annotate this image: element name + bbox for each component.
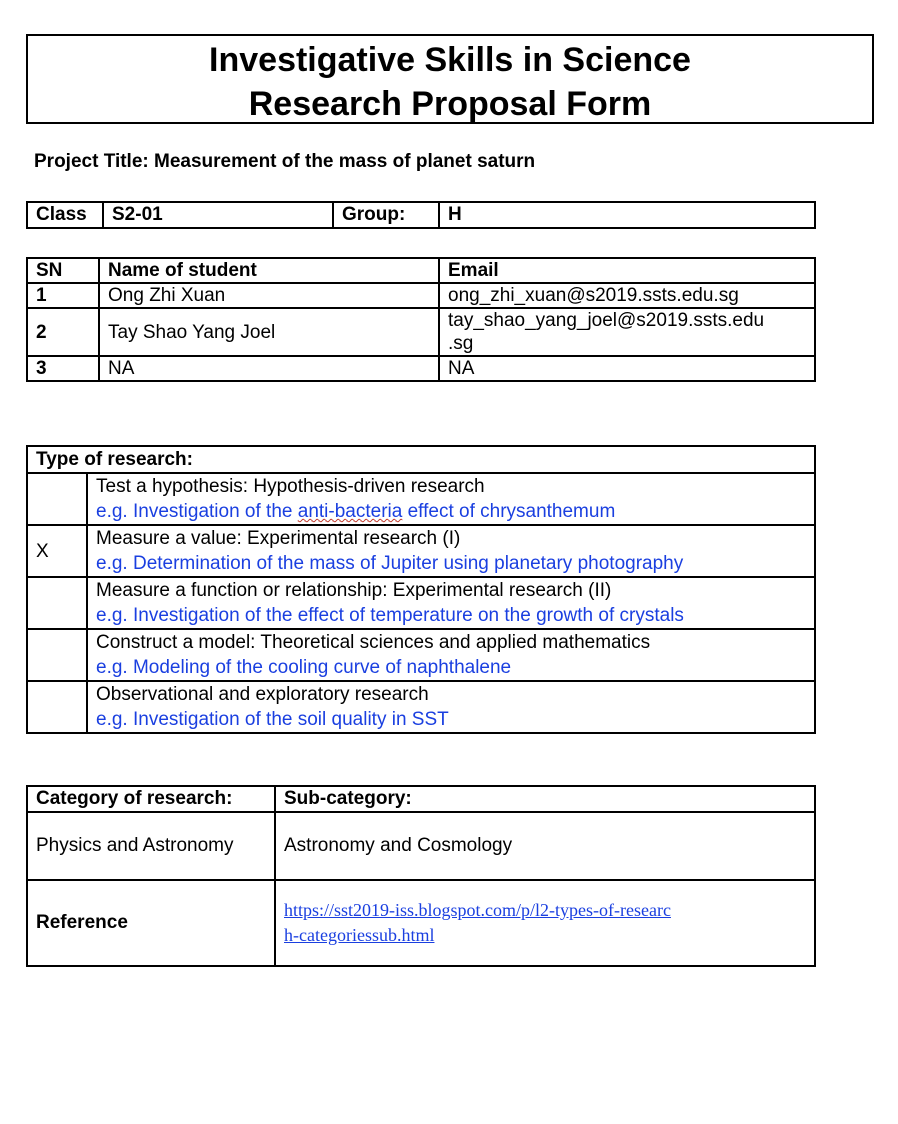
- research-type-example: e.g. Modeling of the cooling curve of naphthalene: [96, 657, 512, 678]
- student-name: Ong Zhi Xuan: [99, 283, 439, 308]
- spellcheck-flagged-word: anti-bacteria: [297, 501, 403, 522]
- reference-row: [27, 880, 815, 966]
- research-type-mark[interactable]: X: [27, 525, 87, 577]
- student-sn: 3: [27, 356, 99, 381]
- research-type-option: [27, 525, 815, 577]
- research-type-mark[interactable]: [27, 681, 87, 733]
- header-name: Name of student: [99, 258, 439, 283]
- category-header-row: [27, 786, 815, 812]
- project-title-value: Measurement of the mass of planet saturn: [154, 151, 536, 172]
- reference-link-line2[interactable]: h-categoriessub.html: [284, 925, 435, 945]
- student-table: [26, 257, 816, 382]
- reference-link-line1[interactable]: https://sst2019-iss.blogspot.com/p/l2-types-of-researc: [284, 900, 671, 920]
- research-type-title: Observational and exploratory research: [96, 684, 429, 705]
- class-group-table: [26, 201, 816, 229]
- research-type-title: Measure a value: Experimental research (I): [96, 528, 461, 549]
- research-type-header-row: [27, 446, 815, 473]
- research-type-mark[interactable]: [27, 577, 87, 629]
- research-type-header: Type of research:: [27, 446, 815, 473]
- student-sn: 1: [27, 283, 99, 308]
- reference-link[interactable]: [284, 898, 806, 948]
- student-email: ong_zhi_xuan@s2019.ssts.edu.sg: [439, 283, 815, 308]
- research-type-example: e.g. Investigation of the effect of temperature on the growth of crystals: [96, 605, 684, 626]
- header-sn: SN: [27, 258, 99, 283]
- class-value: S2-01: [103, 202, 333, 228]
- research-type-title: Test a hypothesis: Hypothesis-driven research: [96, 476, 485, 497]
- student-row: [27, 356, 815, 381]
- student-email-line1: tay_shao_yang_joel@s2019.ssts.edu: [448, 310, 765, 331]
- research-type-title: Measure a function or relationship: Experimental research (II): [96, 580, 612, 601]
- research-type-mark[interactable]: [27, 629, 87, 681]
- form-title-line2: Research Proposal Form: [248, 85, 652, 123]
- form-title-box: [26, 34, 874, 124]
- research-type-example: e.g. Investigation of the soil quality in SST: [96, 709, 449, 730]
- group-value: H: [439, 202, 815, 228]
- class-label: Class: [27, 202, 103, 228]
- category-value-row: [27, 812, 815, 880]
- student-name: NA: [99, 356, 439, 381]
- project-title: [34, 151, 535, 173]
- reference-label: Reference: [27, 880, 275, 966]
- student-table-header: [27, 258, 815, 283]
- research-type-option: [27, 577, 815, 629]
- group-label: Group:: [333, 202, 439, 228]
- example-suffix: effect of chrysanthemum: [402, 501, 616, 522]
- research-type-option: [27, 473, 815, 525]
- research-type-mark[interactable]: [27, 473, 87, 525]
- category-value: Physics and Astronomy: [27, 812, 275, 880]
- student-sn: 2: [27, 308, 99, 356]
- research-type-table: [26, 445, 816, 734]
- research-type-title: Construct a model: Theoretical sciences and applied mathematics: [96, 632, 651, 653]
- subcategory-value: Astronomy and Cosmology: [275, 812, 815, 880]
- research-type-example: e.g. Determination of the mass of Jupiter using planetary photography: [96, 553, 684, 574]
- reference-cell: [275, 880, 815, 966]
- class-group-row: [27, 202, 815, 228]
- header-email: Email: [439, 258, 815, 283]
- form-title-line1: Investigative Skills in Science: [209, 41, 691, 79]
- student-name: Tay Shao Yang Joel: [99, 308, 439, 356]
- student-email: [439, 308, 815, 356]
- example-prefix: e.g. Investigation of the: [96, 501, 298, 522]
- student-row: [27, 308, 815, 356]
- student-email: NA: [439, 356, 815, 381]
- research-type-example: [96, 499, 806, 524]
- student-email-line2: .sg: [448, 333, 474, 354]
- research-type-option: [27, 629, 815, 681]
- category-table: [26, 785, 816, 967]
- category-label: Category of research:: [27, 786, 275, 812]
- student-row: [27, 283, 815, 308]
- research-type-option: [27, 681, 815, 733]
- project-title-label: Project Title:: [34, 151, 149, 172]
- subcategory-label: Sub-category:: [275, 786, 815, 812]
